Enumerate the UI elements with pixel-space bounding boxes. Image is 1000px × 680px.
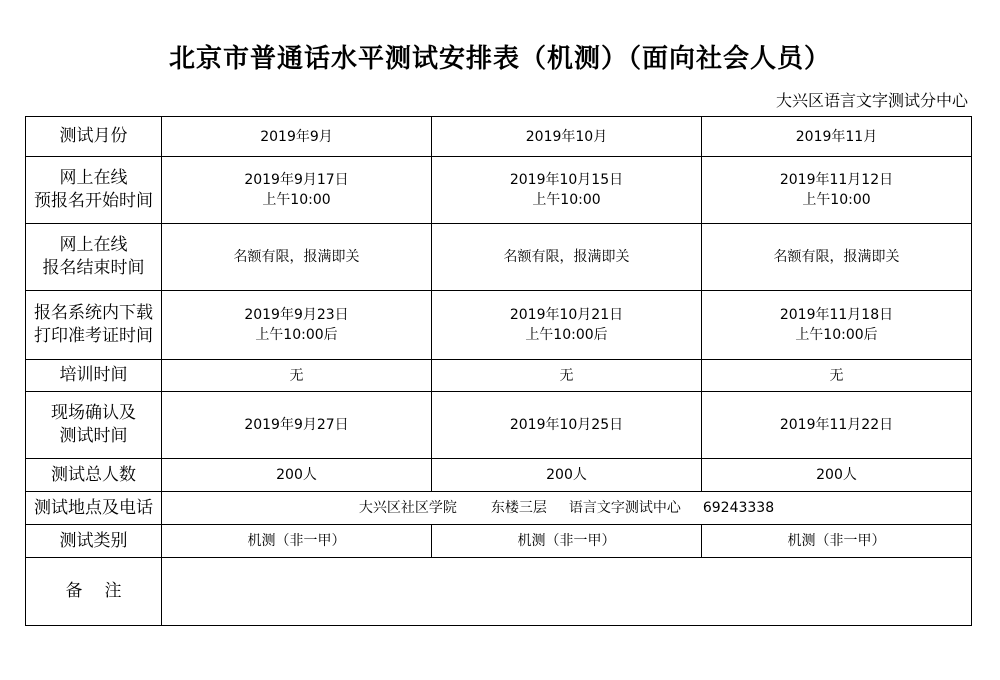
- cell-onsite-sep: 2019年9月27日: [162, 392, 432, 459]
- location-place: 大兴区社区学院: [358, 500, 457, 516]
- cell-prereg-nov: [702, 157, 972, 224]
- label-onsite-confirm: [26, 392, 162, 459]
- cell-month-nov: 2019年11月: [702, 117, 972, 157]
- cell-total-nov: 200人: [702, 459, 972, 492]
- cell-prereg-sep: [162, 157, 432, 224]
- cell-training-nov: 无: [702, 360, 972, 392]
- cell-location: [162, 492, 972, 525]
- row-test-month: [26, 117, 972, 157]
- organization-name: 大兴区语言文字测试分中心: [775, 91, 968, 110]
- cell-reg-end-oct: 名额有限，报满即关: [432, 224, 702, 291]
- label-training: 培训时间: [26, 360, 162, 392]
- cell-ticket-sep: [162, 291, 432, 360]
- cell-type-sep: 机测（非一甲）: [162, 525, 432, 558]
- row-prereg-start: [26, 157, 972, 224]
- location-building: 东楼三层: [490, 500, 547, 516]
- row-training: [26, 360, 972, 392]
- cell-total-sep: 200人: [162, 459, 432, 492]
- cell-onsite-oct: 2019年10月25日: [432, 392, 702, 459]
- row-test-type: [26, 525, 972, 558]
- label-test-type: 测试类别: [26, 525, 162, 558]
- cell-training-sep: 无: [162, 360, 432, 392]
- date-text: 2019年11月18日: [779, 307, 894, 323]
- row-total: [26, 459, 972, 492]
- label-line: 网上在线: [59, 168, 128, 188]
- label-line: 报名系统内下载: [34, 303, 153, 323]
- cell-training-oct: 无: [432, 360, 702, 392]
- cell-ticket-nov: [702, 291, 972, 360]
- row-reg-end: [26, 224, 972, 291]
- label-reg-end: [26, 224, 162, 291]
- cell-remarks: [162, 558, 972, 626]
- cell-reg-end-nov: 名额有限，报满即关: [702, 224, 972, 291]
- date-text: 2019年11月12日: [779, 172, 894, 188]
- date-text: 2019年9月23日: [244, 307, 349, 323]
- time-text: 上午10:00: [802, 192, 871, 208]
- remarks-char: 备: [65, 581, 83, 601]
- cell-onsite-nov: 2019年11月22日: [702, 392, 972, 459]
- row-location: [26, 492, 972, 525]
- label-ticket-print: [26, 291, 162, 360]
- label-line: 现场确认及: [51, 403, 136, 423]
- row-ticket-print: [26, 291, 972, 360]
- time-text: 上午10:00后: [795, 327, 878, 343]
- label-prereg-start: [26, 157, 162, 224]
- label-test-month: 测试月份: [26, 117, 162, 157]
- time-text: 上午10:00: [532, 192, 601, 208]
- cell-month-oct: 2019年10月: [432, 117, 702, 157]
- cell-reg-end-sep: 名额有限，报满即关: [162, 224, 432, 291]
- date-text: 2019年10月21日: [509, 307, 624, 323]
- cell-prereg-oct: [432, 157, 702, 224]
- row-onsite-confirm: [26, 392, 972, 459]
- page-title: 北京市普通话水平测试安排表（机测）（面向社会人员）: [168, 44, 831, 74]
- label-line: 网上在线: [59, 235, 128, 255]
- time-text: 上午10:00后: [255, 327, 338, 343]
- remarks-char: 注: [104, 581, 122, 601]
- date-text: 2019年9月17日: [244, 172, 349, 188]
- label-location: 测试地点及电话: [26, 492, 162, 525]
- location-phone: 69243338: [702, 500, 775, 516]
- schedule-table: [25, 116, 972, 626]
- cell-type-nov: 机测（非一甲）: [702, 525, 972, 558]
- label-line: 打印准考证时间: [34, 326, 153, 346]
- row-remarks: [26, 558, 972, 626]
- date-text: 2019年10月15日: [509, 172, 624, 188]
- label-line: 预报名开始时间: [34, 191, 153, 211]
- label-total: 测试总人数: [26, 459, 162, 492]
- cell-ticket-oct: [432, 291, 702, 360]
- cell-total-oct: 200人: [432, 459, 702, 492]
- time-text: 上午10:00后: [525, 327, 608, 343]
- cell-month-sep: 2019年9月: [162, 117, 432, 157]
- label-line: 测试时间: [59, 426, 128, 446]
- label-line: 报名结束时间: [42, 258, 145, 278]
- label-remarks: [26, 558, 162, 626]
- time-text: 上午10:00: [262, 192, 331, 208]
- location-center: 语言文字测试中心: [568, 500, 681, 516]
- cell-type-oct: 机测（非一甲）: [432, 525, 702, 558]
